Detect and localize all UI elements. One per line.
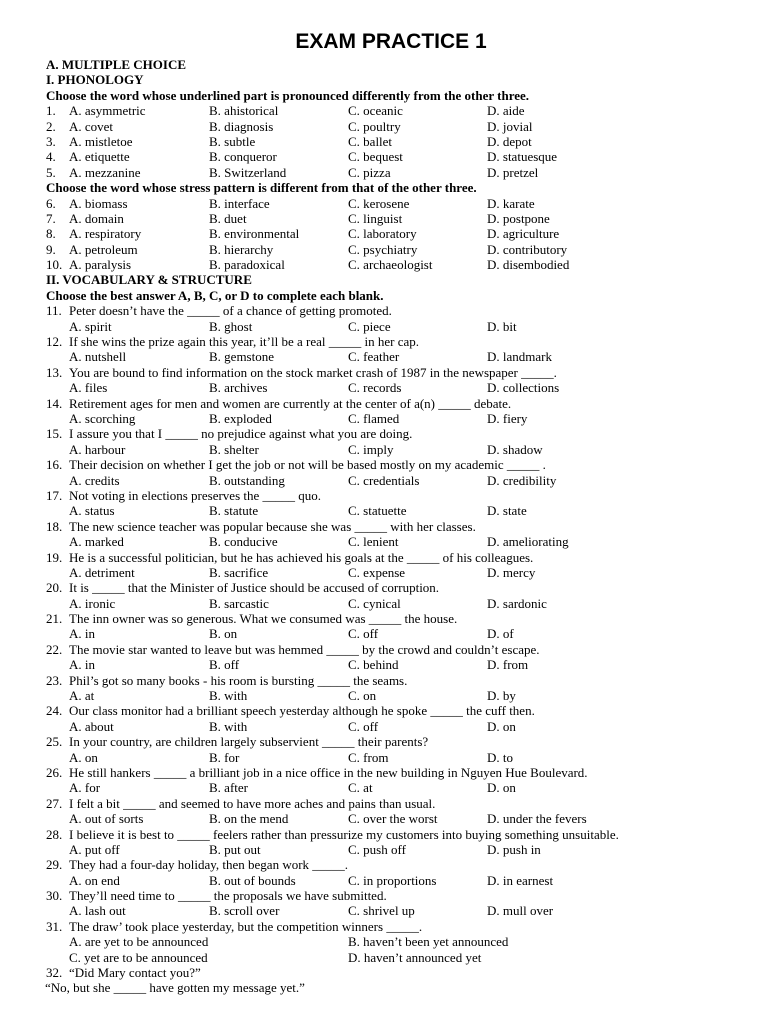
option-c[interactable]: C. behind [348,657,399,673]
question-number: 5. [46,164,56,180]
option-a[interactable]: A. about [69,718,114,734]
option-c[interactable]: C. statuette [348,503,407,519]
option-d[interactable]: D. state [487,503,527,519]
option-b[interactable]: B. on [209,626,238,642]
option-d[interactable]: D. haven’t announced yet [348,949,482,965]
option-d[interactable]: D. pretzel [487,164,539,180]
question-line [46,703,736,718]
question-number: 22. [46,641,63,657]
options-line [46,950,736,965]
question-line [46,827,736,842]
instruction: Choose the word whose stress pattern is different from that of the other three. [46,180,477,196]
exam-page [46,30,736,996]
option-c[interactable]: C. off [348,626,379,642]
question-line [46,980,736,995]
options-line [46,934,736,949]
question-line [46,550,736,565]
option-a[interactable]: A. marked [69,534,124,550]
option-c[interactable]: C. lenient [348,534,399,550]
option-c[interactable]: C. laboratory [348,226,417,242]
option-a[interactable]: A. on end [69,872,120,888]
option-d[interactable]: D. disembodied [487,257,570,273]
section-heading: A. MULTIPLE CHOICE [46,57,187,72]
option-c[interactable]: C. cynical [348,595,401,611]
question-text: Their decision on whether I get the job or not will be based mostly on my academic _____ . [69,457,546,473]
option-d[interactable]: D. ameliorating [487,534,569,550]
option-d[interactable]: D. from [487,657,529,673]
question-number: 1. [46,103,56,119]
question-text: You are bound to find information on the stock market crash of 1987 in the newspaper _____. [69,364,557,380]
question-number: 12. [46,334,63,350]
option-a[interactable]: A. mistletoe [69,133,133,149]
option-b[interactable]: B. diagnosis [209,118,274,134]
question-line [46,396,736,411]
question-item [46,196,736,211]
question-line [46,488,736,503]
option-d[interactable]: D. push in [487,841,541,857]
option-b[interactable]: B. paradoxical [209,257,285,273]
question-item [46,165,736,180]
question-line [46,426,736,441]
option-a[interactable]: A. credits [69,472,120,488]
option-b[interactable]: B. haven’t been yet announced [348,934,509,950]
option-b[interactable]: B. ahistorical [209,103,279,119]
option-d[interactable]: D. of [487,626,514,642]
question-line [46,303,736,318]
option-c[interactable]: C. psychiatry [348,241,418,257]
question-text: They’ll need time to _____ the proposals we have submitted. [69,888,387,904]
option-a[interactable]: A. status [69,503,115,519]
option-c[interactable]: C. credentials [348,472,420,488]
options-line [46,811,736,826]
option-a[interactable]: A. petroleum [69,241,138,257]
question-number: 20. [46,580,63,596]
options-line [46,411,736,426]
question-number: 18. [46,518,63,534]
options-line [46,380,736,395]
question-item [46,149,736,164]
option-a[interactable]: A. scorching [69,410,136,426]
question-text: I felt a bit _____ and seemed to have more aches and pains than usual. [69,795,436,811]
option-a[interactable]: A. covet [69,118,114,134]
question-line [46,673,736,688]
question-text: Not voting in elections preserves the _____ quo. [69,487,322,503]
option-a[interactable]: A. detriment [69,564,135,580]
option-c[interactable]: C. kerosene [348,195,410,211]
option-a[interactable]: A. in [69,657,95,673]
option-c[interactable]: C. from [348,749,389,765]
option-b[interactable]: B. Switzerland [209,164,287,180]
option-b[interactable]: B. sacrifice [209,564,269,580]
option-c[interactable]: C. oceanic [348,103,403,119]
option-a[interactable]: A. etiquette [69,149,130,165]
option-d[interactable]: D. aide [487,103,525,119]
question-number: 3. [46,133,56,149]
option-d[interactable]: D. jovial [487,118,533,134]
option-c[interactable]: C. push off [348,841,406,857]
question-line [46,796,736,811]
options-line [46,319,736,334]
question-text: It is _____ that the Minister of Justice should be accused of corruption. [69,580,440,596]
option-a[interactable]: A. are yet to be announced [69,934,209,950]
option-b[interactable]: B. scroll over [209,903,280,919]
option-c[interactable]: C. feather [348,349,400,365]
question-item [46,226,736,241]
option-a[interactable]: A. in [69,626,95,642]
option-c[interactable]: C. at [348,780,373,796]
option-d[interactable]: D. credibility [487,472,557,488]
option-b[interactable]: B. exploded [209,410,272,426]
question-number: 24. [46,703,63,719]
option-b[interactable]: B. shelter [209,441,259,457]
question-line [46,765,736,780]
option-a[interactable]: A. lash out [69,903,126,919]
question-item [46,242,736,257]
option-d[interactable]: D. shadow [487,441,543,457]
question-text: He is a successful politician, but he has achieved his goals at the _____ of his colleagues. [69,549,534,565]
question-line [46,642,736,657]
option-b[interactable]: B. interface [209,195,270,211]
question-text: “Did Mary contact you?” [69,965,201,981]
option-d[interactable]: D. in earnest [487,872,554,888]
option-a[interactable]: A. ironic [69,595,116,611]
question-text: Peter doesn’t have the _____ of a chance of getting promoted. [69,303,392,319]
options-line [46,349,736,364]
option-a[interactable]: A. harbour [69,441,126,457]
option-a[interactable]: A. put off [69,841,120,857]
option-a[interactable]: A. biomass [69,195,128,211]
question-number: 17. [46,487,63,503]
option-d[interactable]: D. statuesque [487,149,558,165]
question-number: 31. [46,918,63,934]
question-text: I believe it is best to _____ feelers rather than pressurize my customers into buying something unsuitable. [69,826,619,842]
question-text: The movie star wanted to leave but was hemmed _____ by the crowd and couldn’t escape. [69,641,540,657]
question-line [46,734,736,749]
option-a[interactable]: A. at [69,688,95,704]
section-heading: I. PHONOLOGY [46,72,144,88]
question-line [46,334,736,349]
question-number: 11. [46,303,62,319]
question-number: 13. [46,364,63,380]
options-line [46,442,736,457]
question-number: 7. [46,210,56,226]
option-b[interactable]: B. conqueror [209,149,277,165]
option-a[interactable]: A. for [69,780,101,796]
options-line [46,534,736,549]
question-line [46,857,736,872]
question-number: 15. [46,426,63,442]
option-b[interactable]: B. off [209,657,240,673]
option-c[interactable]: C. piece [348,318,391,334]
option-d[interactable]: D. collections [487,380,560,396]
option-c[interactable]: C. archaeologist [348,257,433,273]
question-item [46,119,736,134]
question-number: 26. [46,764,63,780]
option-d[interactable]: D. mull over [487,903,554,919]
options-line [46,596,736,611]
options-line [46,750,736,765]
option-c[interactable]: C. shrivel up [348,903,415,919]
stress-list [46,196,736,273]
question-line [46,519,736,534]
option-c[interactable]: C. in proportions [348,872,437,888]
option-b[interactable]: B. environmental [209,226,300,242]
options-line [46,688,736,703]
question-text: The inn owner was so generous. What we consumed was _____ the house. [69,611,458,627]
option-c[interactable]: C. bequest [348,149,403,165]
options-line [46,503,736,518]
option-c[interactable]: C. over the worst [348,811,438,827]
question-text: The draw’ took place yesterday, but the competition winners _____. [69,918,423,934]
option-d[interactable]: D. agriculture [487,226,560,242]
instruction: Choose the word whose underlined part is pronounced differently from the other three. [46,87,530,103]
option-d[interactable]: D. postpone [487,210,550,226]
option-b[interactable]: B. for [209,749,240,765]
option-b[interactable]: B. on the mend [209,811,289,827]
question-number: 6. [46,195,56,211]
option-c[interactable]: C. off [348,718,379,734]
options-line [46,565,736,580]
option-d[interactable]: D. bit [487,318,517,334]
option-a[interactable]: A. on [69,749,98,765]
question-text: Our class monitor had a brilliant speech yesterday although he spoke _____ the cuff then. [69,703,535,719]
question-number: 23. [46,672,63,688]
option-d[interactable]: D. mercy [487,564,536,580]
question-number: 25. [46,734,63,750]
question-line [46,965,736,980]
options-line [46,903,736,918]
question-line [46,888,736,903]
question-item [46,134,736,149]
option-c[interactable]: C. ballet [348,133,393,149]
option-d[interactable]: D. karate [487,195,535,211]
option-b[interactable]: B. hierarchy [209,241,274,257]
option-d[interactable]: D. on [487,718,516,734]
option-b[interactable]: B. put out [209,841,261,857]
option-c[interactable]: C. yet are to be announced [69,949,208,965]
option-b[interactable]: B. after [209,780,248,796]
option-b[interactable]: B. subtle [209,133,256,149]
option-a[interactable]: A. out of sorts [69,811,144,827]
question-number: 19. [46,549,63,565]
option-d[interactable]: D. contributory [487,241,568,257]
option-b[interactable]: B. with [209,718,248,734]
pronunciation-list [46,103,736,180]
options-line [46,657,736,672]
question-text: Phil’s got so many books - his room is bursting _____ the seams. [69,672,408,688]
question-line [46,365,736,380]
question-number: 32. [46,965,63,981]
question-number: 16. [46,457,63,473]
option-a[interactable]: A. nutshell [69,349,127,365]
question-text: In your country, are children largely subservient _____ their parents? [69,734,429,750]
question-number: 29. [46,857,63,873]
options-line [46,780,736,795]
option-c[interactable]: C. pizza [348,164,391,180]
option-b[interactable]: B. with [209,688,248,704]
question-line [46,580,736,595]
question-number: 30. [46,888,63,904]
question-number: 9. [46,241,56,257]
question-text: They had a four-day holiday, then began work _____. [69,857,349,873]
option-b[interactable]: B. conducive [209,534,278,550]
option-a[interactable]: A. asymmetric [69,103,146,119]
question-text: I assure you that I _____ no prejudice against what you are doing. [69,426,413,442]
option-d[interactable]: D. to [487,749,513,765]
option-c[interactable]: C. poultry [348,118,401,134]
question-number: 14. [46,395,63,411]
option-b[interactable]: B. archives [209,380,268,396]
question-text: The new science teacher was popular because she was _____ with her classes. [69,518,476,534]
option-c[interactable]: C. records [348,380,402,396]
question-text: Retirement ages for men and women are currently at the center of a(n) _____ debate. [69,395,512,411]
question-item [46,211,736,226]
options-line [46,873,736,888]
question-line [46,457,736,472]
option-b[interactable]: B. outstanding [209,472,285,488]
option-b[interactable]: B. gemstone [209,349,274,365]
question-line [46,611,736,626]
question-item [46,103,736,118]
question-number: 10. [46,257,63,273]
option-b[interactable]: B. statute [209,503,259,519]
option-a[interactable]: A. paralysis [69,257,132,273]
options-line [46,719,736,734]
option-a[interactable]: A. spirit [69,318,112,334]
option-a[interactable]: A. respiratory [69,226,142,242]
option-c[interactable]: C. flamed [348,410,400,426]
question-line [46,919,736,934]
option-a[interactable]: A. domain [69,210,124,226]
option-d[interactable]: D. by [487,688,516,704]
option-d[interactable]: D. under the fevers [487,811,587,827]
option-d[interactable]: D. sardonic [487,595,547,611]
option-d[interactable]: D. fiery [487,410,528,426]
option-a[interactable]: A. mezzanine [69,164,141,180]
question-number: 27. [46,795,63,811]
section-heading: II. VOCABULARY & STRUCTURE [46,272,252,288]
option-b[interactable]: B. duet [209,210,247,226]
question-text: If she wins the prize again this year, it’ll be a real _____ in her cap. [69,334,419,350]
question-number: 4. [46,149,56,165]
option-d[interactable]: D. depot [487,133,532,149]
question-text: He still hankers _____ a brilliant job in a nice office in the new building in Nguyen Hue Boulevard. [69,764,588,780]
options-line [46,473,736,488]
vocabulary-list [46,303,736,919]
options-line [46,842,736,857]
question-text: “No, but she _____ have gotten my message yet.” [45,980,305,996]
option-b[interactable]: B. ghost [209,318,253,334]
options-line [46,626,736,641]
question-number: 2. [46,118,56,134]
question-number: 8. [46,226,56,242]
question-number: 28. [46,826,63,842]
option-a[interactable]: A. files [69,380,108,396]
option-c[interactable]: C. expense [348,564,406,580]
option-c[interactable]: C. linguist [348,210,403,226]
option-b[interactable]: B. sarcastic [209,595,269,611]
question-item [46,257,736,272]
option-d[interactable]: D. on [487,780,516,796]
option-b[interactable]: B. out of bounds [209,872,296,888]
option-d[interactable]: D. landmark [487,349,552,365]
option-c[interactable]: C. on [348,688,377,704]
question-number: 21. [46,611,63,627]
page-title: EXAM PRACTICE 1 [295,30,487,53]
option-c[interactable]: C. imply [348,441,394,457]
instruction: Choose the best answer A, B, C, or D to complete each blank. [46,287,384,303]
